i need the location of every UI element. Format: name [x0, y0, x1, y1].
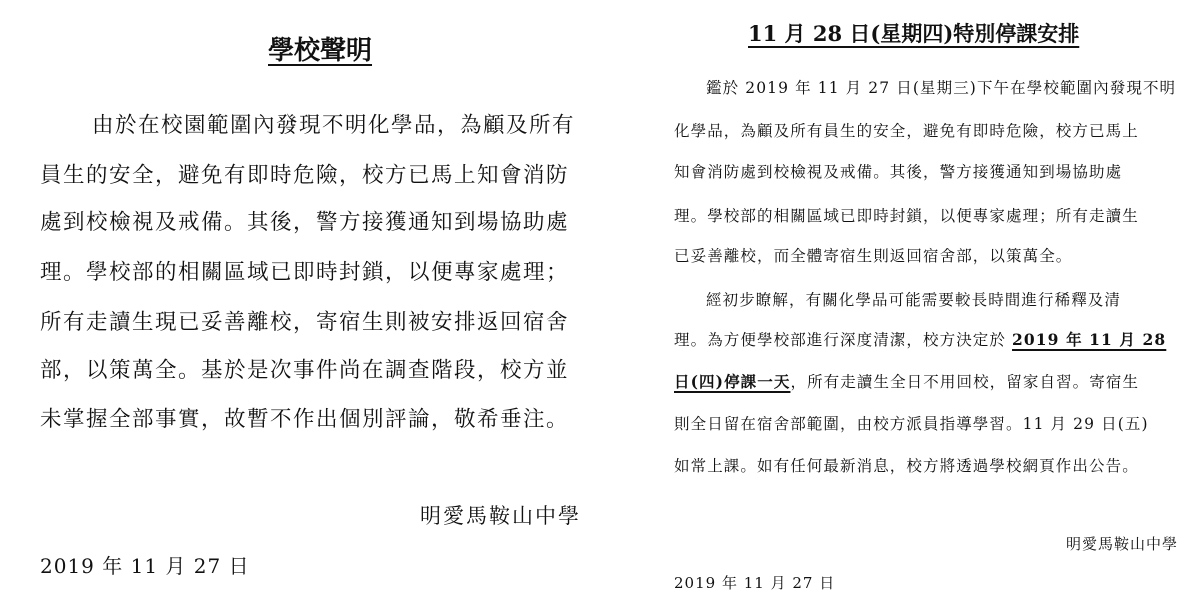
suspension-day-highlight: 日(四)停課一天 — [674, 372, 791, 391]
suspension-line: 則全日留在宿舍部範圍，由校方派員指導學習。11 月 29 日(五) — [674, 415, 1149, 433]
statement-date: 2019 年 11 月 27 日 — [40, 554, 250, 578]
statement-line: 未掌握全部事實，故暫不作出個別評論，敬希垂注。 — [40, 407, 570, 432]
suspension-line: 已妥善離校，而全體寄宿生則返回宿舍部，以策萬全。 — [674, 247, 1073, 265]
statement-line: 部，以策萬全。基於是次事件尚在調查階段，校方並 — [40, 358, 570, 383]
statement-line: 員生的安全，避免有即時危險，校方已馬上知會消防 — [40, 163, 570, 188]
suspension-date: 2019 年 11 月 27 日 — [674, 574, 836, 592]
suspension-line: 經初步瞭解，有關化學品可能需要較長時間進行稀釋及清 — [706, 291, 1122, 309]
statement-line: 所有走讀生現已妥善離校，寄宿生則被安排返回宿舍 — [40, 310, 570, 335]
school-signature: 明愛馬鞍山中學 — [1066, 535, 1179, 553]
statement-line: 由於在校園範圍內發現不明化學品，為顧及所有 — [92, 113, 576, 138]
suspension-line-text: 理。為方便學校部進行深度清潔，校方決定於 — [674, 331, 1013, 349]
suspension-line: 知會消防處到校檢視及戒備。其後，警方接獲通知到場協助處 — [674, 163, 1123, 181]
suspension-line — [674, 328, 1166, 350]
suspension-line-text: ，所有走讀生全日不用回校，留家自習。寄宿生 — [790, 373, 1140, 391]
suspension-title: 11 月 28 日(星期四)特別停課安排 — [748, 21, 1080, 46]
statement-line: 處到校檢視及戒備。其後，警方接獲通知到場協助處 — [40, 210, 570, 235]
suspension-line: 如常上課。如有任何最新消息，校方將透過學校網頁作出公告。 — [674, 457, 1139, 475]
suspension-line: 鑑於 2019 年 11 月 27 日(星期三)下午在學校範圍內發現不明 — [706, 79, 1177, 97]
suspension-line: 理。學校部的相關區域已即時封鎖，以便專家處理；所有走讀生 — [674, 207, 1139, 225]
statement-line: 理。學校部的相關區域已即時封鎖，以便專家處理； — [40, 260, 570, 285]
school-signature: 明愛馬鞍山中學 — [420, 504, 581, 528]
suspension-line: 化學品，為顧及所有員生的安全，避免有即時危險，校方已馬上 — [674, 122, 1139, 140]
statement-title: 學校聲明 — [268, 36, 373, 66]
suspension-line — [674, 370, 1139, 392]
class-suspension-notice — [648, 0, 1200, 610]
suspension-date-highlight: 2019 年 11 月 28 — [1012, 330, 1167, 349]
